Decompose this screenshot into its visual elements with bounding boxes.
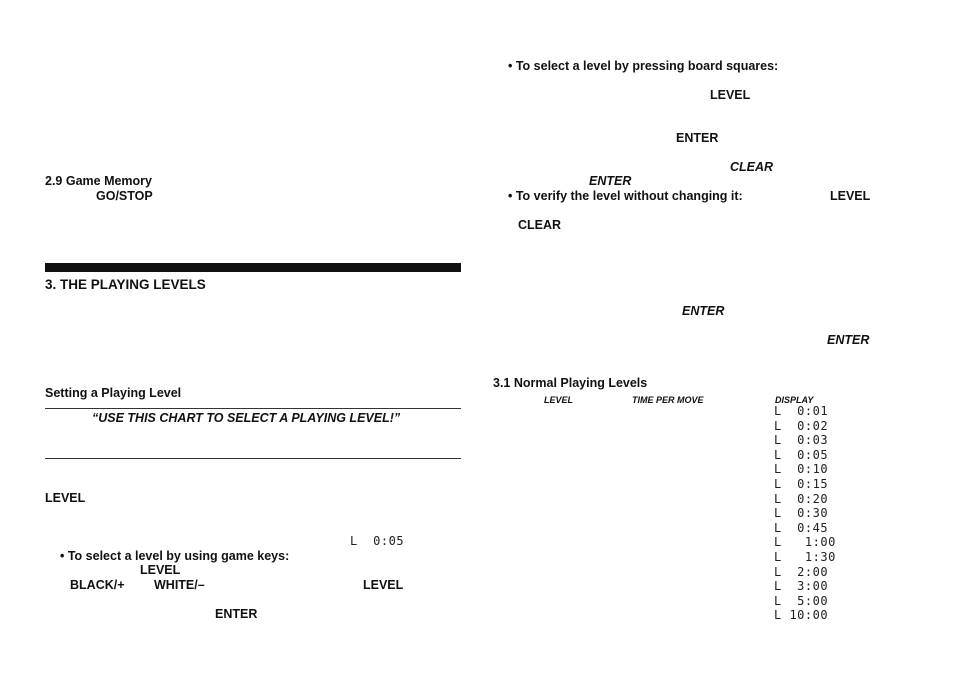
display-list (774, 404, 836, 623)
table-header-level: LEVEL (544, 395, 574, 405)
key-black-plus: BLACK/+ (70, 578, 125, 592)
display-row: L 0:03 (774, 433, 829, 448)
bullet-game-keys: • To select a level by using game keys: (60, 549, 290, 563)
display-row: L 0:02 (774, 418, 829, 433)
display-row: L 0:10 (774, 462, 829, 477)
key-go-stop: GO/STOP (96, 189, 153, 203)
subheading-setting-level: Setting a Playing Level (45, 386, 182, 400)
table-header-display: DISPLAY (775, 395, 814, 405)
key-clear-italic: CLEAR (730, 160, 774, 174)
bullet-verify-level: • To verify the level without changing it: (508, 189, 743, 203)
display-row: L 0:30 (774, 506, 829, 521)
display-row: L 1:30 (774, 549, 836, 564)
display-row: L 0:20 (774, 491, 829, 506)
key-enter: ENTER (215, 607, 258, 621)
key-level-right: LEVEL (710, 88, 751, 102)
display-row: L 0:15 (774, 476, 829, 491)
display-row: L 2:00 (774, 564, 829, 579)
key-white-minus: WHITE/– (154, 578, 205, 592)
chapter-title: 3. THE PLAYING LEVELS (45, 277, 206, 292)
key-clear: CLEAR (518, 218, 562, 232)
chart-rule-bottom (45, 458, 461, 459)
key-enter-right: ENTER (676, 131, 719, 145)
section-heading-game-memory: 2.9 Game Memory (45, 174, 152, 188)
key-level-3: LEVEL (363, 578, 404, 592)
key-enter-italic: ENTER (589, 174, 632, 188)
lcd-sample-display: L 0:05 (350, 534, 405, 548)
table-title: 3.1 Normal Playing Levels (493, 376, 648, 390)
chart-rule-top (45, 408, 461, 409)
display-row: L 0:45 (774, 520, 829, 535)
display-row: L 0:05 (774, 447, 829, 462)
display-row: L 5:00 (774, 593, 829, 608)
display-row: L 10:00 (774, 608, 829, 623)
display-row: L 1:00 (774, 535, 836, 550)
display-row: L 0:01 (774, 404, 829, 418)
display-row: L 3:00 (774, 579, 829, 594)
key-enter-italic-2: ENTER (682, 304, 725, 318)
table-header-time: TIME PER MOVE (632, 395, 704, 405)
bullet-board-squares: • To select a level by pressing board squares: (508, 59, 779, 73)
key-enter-italic-3: ENTER (827, 333, 870, 347)
key-level-2: LEVEL (140, 563, 181, 577)
key-level-right-2: LEVEL (830, 189, 871, 203)
chapter-divider-bar (45, 263, 461, 272)
key-level: LEVEL (45, 491, 86, 505)
chart-note: “USE THIS CHART TO SELECT A PLAYING LEVEL!” (92, 411, 401, 425)
